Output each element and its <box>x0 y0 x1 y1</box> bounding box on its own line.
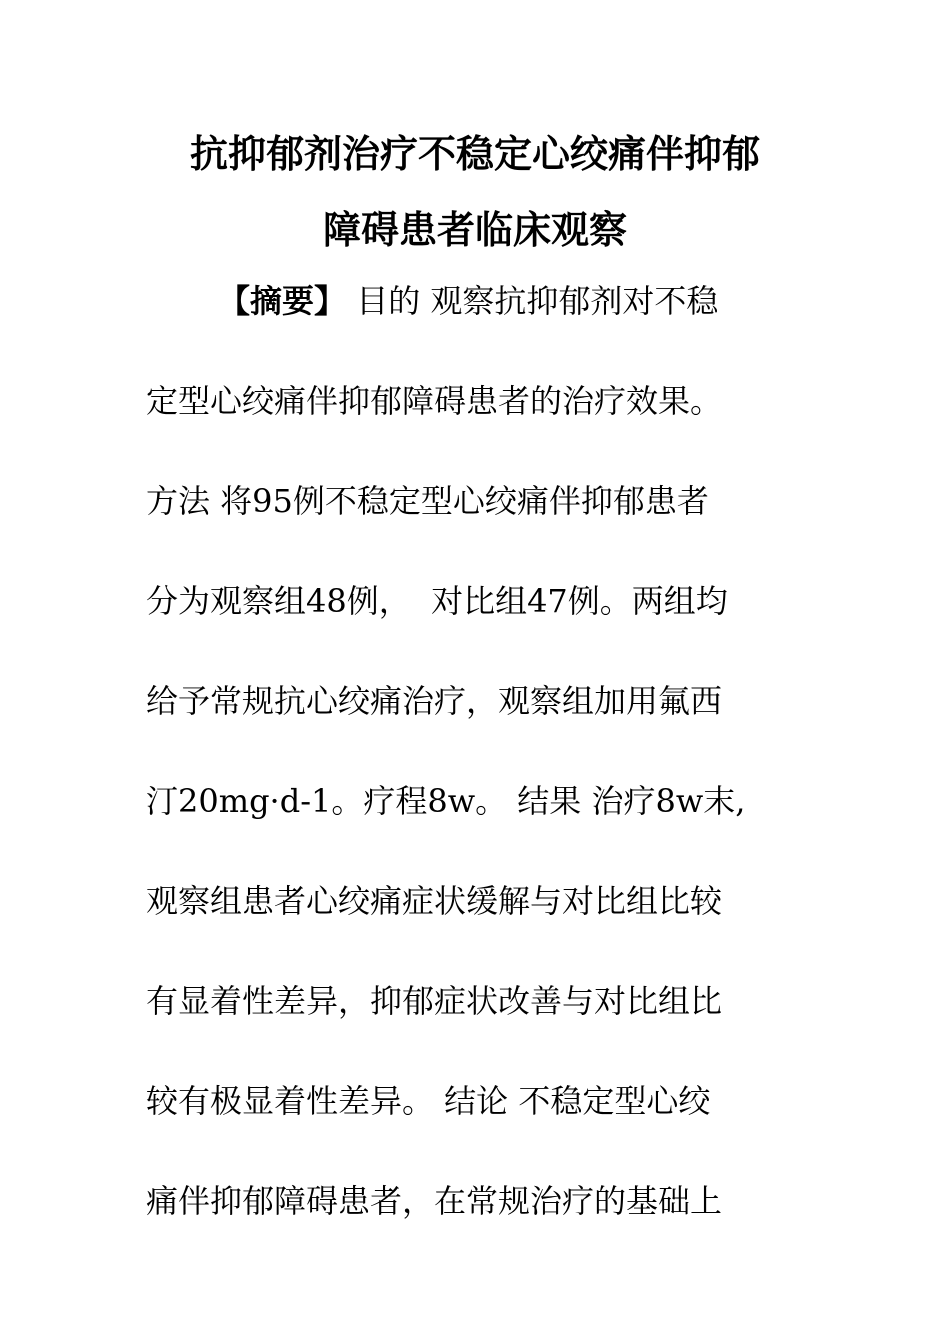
abstract-line-9: 较有极显着性差异。 结论 不稳定型心绞 <box>146 1082 711 1120</box>
abstract-line-2: 定型心绞痛伴抑郁障碍患者的治疗效果。 <box>146 382 723 420</box>
abstract-first-line <box>218 281 718 321</box>
abstract-line-8: 有显着性差异，抑郁症状改善与对比组比 <box>146 982 723 1020</box>
abstract-line-6: 汀20mg·d-1。疗程8w。 结果 治疗8w末, <box>146 782 746 820</box>
document-title-line-1: 抗抑郁剂治疗不稳定心绞痛伴抑郁 <box>189 132 760 176</box>
abstract-line-5: 给予常规抗心绞痛治疗，观察组加用氟西 <box>146 682 723 720</box>
document-title-line-2: 障碍患者临床观察 <box>322 208 627 252</box>
abstract-line-10: 痛伴抑郁障碍患者，在常规治疗的基础上 <box>146 1182 723 1220</box>
abstract-label: 【摘要】 <box>218 282 347 320</box>
abstract-first-line-text: 目的 观察抗抑郁剂对不稳 <box>346 282 719 320</box>
abstract-line-3: 方法 将95例不稳定型心绞痛伴抑郁患者 <box>146 482 709 520</box>
abstract-line-7: 观察组患者心绞痛症状缓解与对比组比较 <box>146 882 723 920</box>
abstract-line-4: 分为观察组48例， 对比组47例。两组均 <box>146 582 728 620</box>
